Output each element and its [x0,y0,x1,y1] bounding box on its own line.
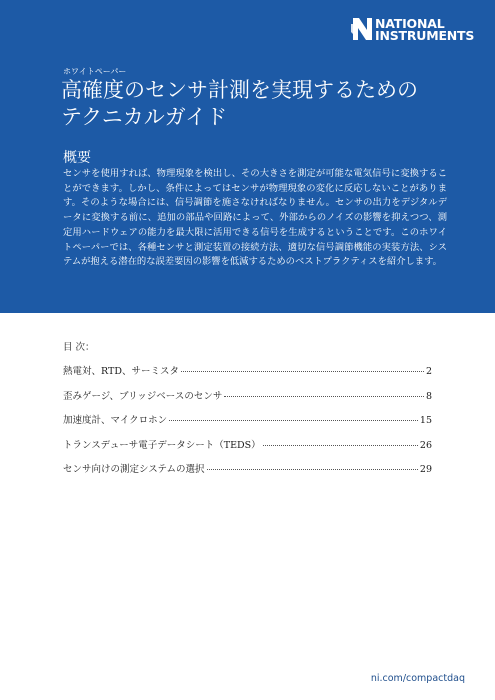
national-instruments-logo [351,14,481,50]
toc-entry-page: 15 [419,415,432,426]
toc-entry-title: 加速度計、マイクロホン [63,415,168,426]
toc-entry-title: センサ向けの測定システムの選択 [63,464,205,475]
ni-eagle-logo-icon [351,14,373,44]
overview-body: センサを使用すれば、物理現象を検出し、その大きさを測定が可能な電気信号に変換することができます。しかし、条件によってはセンサが物理現象の変化に反応しないことがあります。そのような場合には、信号調節を施さなければなりません。センサの出力をデジタルデータに変換する前に、追加の部品や回路によって、外部からのノイズの影響を抑えつつ、測定用ハードウェアの能力を最大限に活用できる信号を生成するということです。このホワイトペーパーでは、各種センサと測定装置の接続方法、適切な信号調節機能の実装方法、システムが抱える潜在的な誤差要因の影響を低減するためのベストプラクティスを紹介します。 [63,168,447,268]
document-type-label: ホワイトペーパー [63,67,127,76]
toc-entry-thermocouple[interactable] [63,363,432,388]
toc-entry-page: 29 [419,464,432,475]
logo-line-instruments: INSTRUMENTS [375,28,475,43]
toc-entry-page: 2 [425,366,432,377]
toc-entry-teds[interactable] [63,437,432,462]
toc-entry-title: 熱電対、RTD、サーミスタ [63,366,179,377]
title-line-1: 高確度のセンサ計測を実現するための [61,78,418,102]
page-title [61,77,461,131]
toc-entry-accelerometer[interactable] [63,412,432,437]
toc-entry-title: トランスデューサ電子データシート（TEDS） [63,439,261,451]
toc-entry-strain-gauge[interactable] [63,388,432,413]
toc-leader-dots [207,469,418,470]
logo-wordmark [375,18,474,42]
hero-banner [0,0,495,313]
toc-entry-page: 8 [425,390,432,402]
table-of-contents [63,363,432,486]
logo-line-national: NATIONAL [375,16,445,31]
toc-entry-page: 26 [419,439,432,451]
toc-entry-title: 歪みゲージ、ブリッジベースのセンサ [63,390,223,402]
toc-entry-measurement-system[interactable] [63,461,432,486]
overview-heading: 概要 [63,150,91,166]
toc-leader-dots [224,396,424,397]
toc-heading: 目 次： [63,342,95,353]
toc-leader-dots [181,371,424,372]
footer-url-link[interactable]: ni.com/compactdaq [370,673,465,684]
title-line-2: テクニカルガイド [61,105,228,129]
toc-leader-dots [169,420,418,421]
toc-leader-dots [263,445,418,446]
